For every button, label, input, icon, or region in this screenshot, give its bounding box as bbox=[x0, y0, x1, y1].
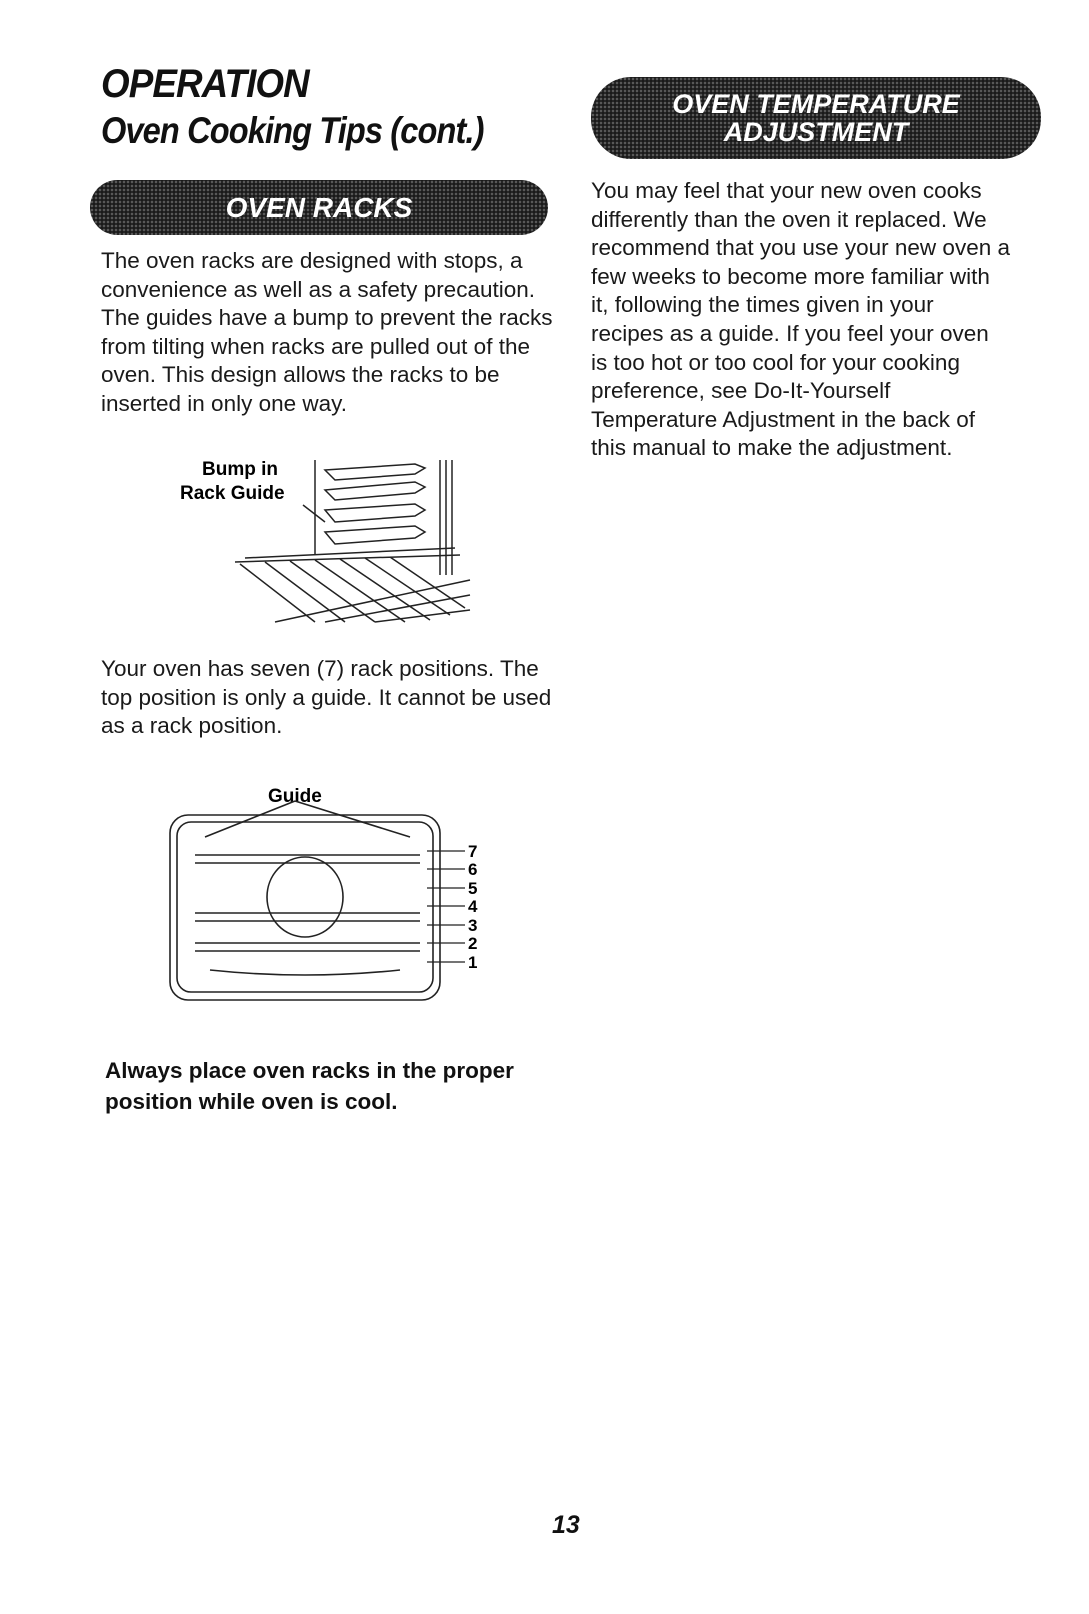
page-number: 13 bbox=[552, 1511, 580, 1539]
rack-position-3: 3 bbox=[468, 916, 478, 935]
oven-racks-paragraph-2: Your oven has seven (7) rack positions. The top position is only a guide. It cannot be used as a rack position. bbox=[101, 656, 552, 739]
page-subtitle: Oven Cooking Tips (cont.) bbox=[101, 110, 484, 151]
rack-position-6: 6 bbox=[468, 860, 478, 879]
bump-label-line-1: Bump in bbox=[202, 460, 278, 480]
oven-racks-heading-text: OVEN RACKS bbox=[225, 191, 413, 223]
rack-guide-bump-illustration bbox=[175, 460, 495, 640]
oven-cavity-drawing bbox=[170, 801, 440, 1000]
rack-position-5: 5 bbox=[468, 879, 478, 898]
oven-racks-paragraph-1: The oven racks are designed with stops, a convenience as well as a safety precaution. The guides have a bump to prevent the racks from tilting when racks are pulled out of the oven. This design allows the racks to be inserted in only one way. bbox=[101, 248, 553, 416]
rack-safety-note: Always place oven racks in the proper position while oven is cool. bbox=[105, 1058, 514, 1114]
rack-position-1: 1 bbox=[468, 953, 478, 972]
rack-position-4: 4 bbox=[468, 897, 478, 916]
rack-positions-illustration bbox=[165, 785, 510, 1035]
rack-position-2: 2 bbox=[468, 934, 478, 953]
temperature-adjustment-heading bbox=[591, 77, 1041, 159]
oven-racks-heading bbox=[90, 180, 548, 235]
temperature-heading-line-1: OVEN TEMPERATURE bbox=[672, 88, 960, 119]
bump-label-line-2: Rack Guide bbox=[180, 483, 285, 504]
temperature-adjustment-paragraph: You may feel that your new oven cooks differently than the oven it replaced. We recommend that you use your new oven a few weeks to become more familiar with it, following the times given in your recipes as a guide. If you feel your oven is too hot or too cool for your cooking preference, see Do-It-Yourself Temperature Adjustment in the back of this manual to make the adjustment. bbox=[591, 178, 1010, 461]
rack-position-7: 7 bbox=[468, 842, 478, 861]
page-title: OPERATION bbox=[101, 62, 309, 106]
temperature-heading-line-2: ADJUSTMENT bbox=[723, 117, 909, 147]
rack-position-numbers bbox=[468, 842, 478, 972]
guide-label: Guide bbox=[268, 785, 322, 807]
